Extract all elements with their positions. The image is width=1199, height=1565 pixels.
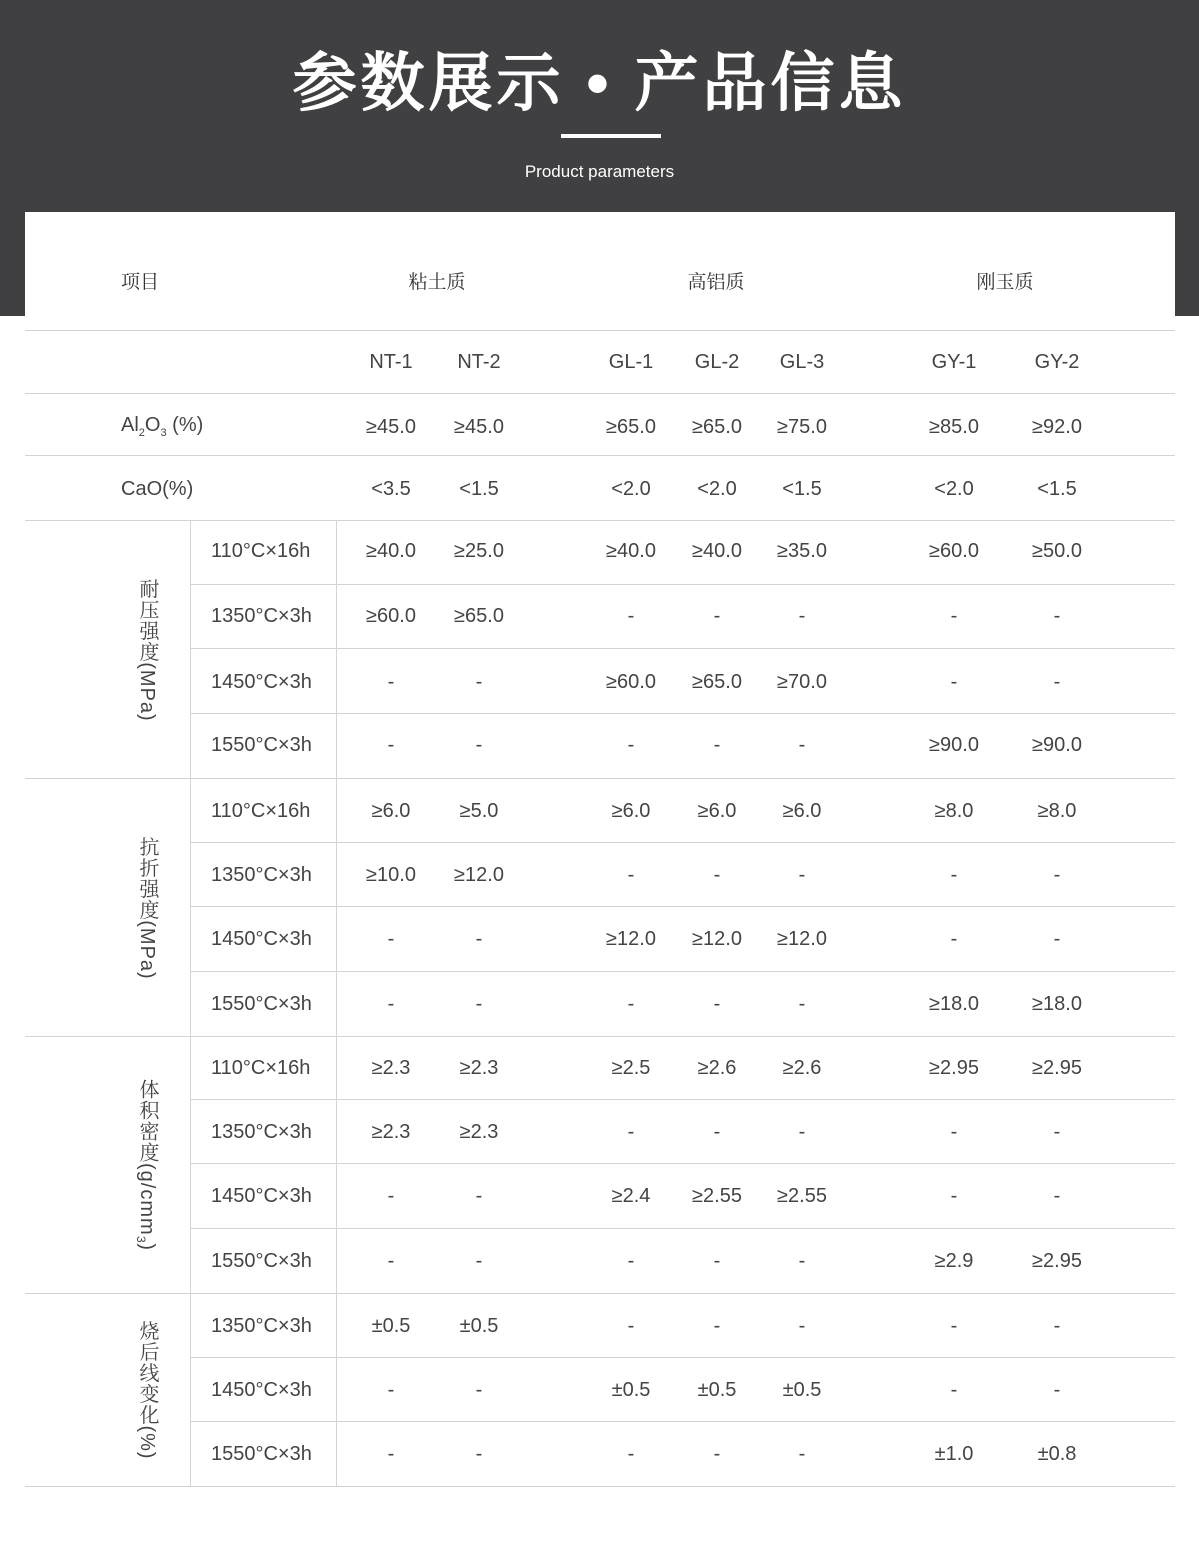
table-cell: ≥60.0 xyxy=(606,671,656,693)
row-divider xyxy=(25,1486,1175,1487)
table-cell: ≥2.95 xyxy=(929,1057,979,1079)
condition-label: 1550°C×3h xyxy=(211,993,312,1015)
table-cell: ≥65.0 xyxy=(454,605,504,627)
column-divider xyxy=(336,520,337,1486)
table-cell: - xyxy=(387,1379,395,1401)
condition-label: 1450°C×3h xyxy=(211,1379,312,1401)
table-cell: ≥60.0 xyxy=(366,605,416,627)
grade-header: GL-2 xyxy=(694,351,740,373)
table-cell: ≥70.0 xyxy=(777,671,827,693)
table-cell: - xyxy=(387,1443,395,1465)
row-divider xyxy=(190,842,1175,843)
row-divider xyxy=(190,713,1175,714)
table-cell: - xyxy=(627,1121,635,1143)
row-divider xyxy=(190,1228,1175,1229)
table-cell: - xyxy=(1053,1315,1061,1337)
grade-header: GY-2 xyxy=(1034,351,1080,373)
table-cell: ≥90.0 xyxy=(929,734,979,756)
table-cell: ≥50.0 xyxy=(1032,540,1082,562)
row-divider xyxy=(190,584,1175,585)
condition-label: 1350°C×3h xyxy=(211,1315,312,1337)
table-cell: - xyxy=(475,1443,483,1465)
row-divider xyxy=(25,520,1175,521)
table-cell: - xyxy=(627,605,635,627)
table-cell: ≥2.3 xyxy=(371,1121,411,1143)
title-underline xyxy=(561,134,661,138)
table-cell: ≥12.0 xyxy=(606,928,656,950)
table-cell: - xyxy=(713,1121,721,1143)
table-cell: ≥25.0 xyxy=(454,540,504,562)
table-cell: ≥40.0 xyxy=(366,540,416,562)
table-cell: - xyxy=(798,734,806,756)
table-cell: - xyxy=(475,928,483,950)
table-cell: - xyxy=(475,1250,483,1272)
table-cell: - xyxy=(713,1250,721,1272)
table-cell: ≥5.0 xyxy=(459,800,499,822)
table-cell: - xyxy=(950,605,958,627)
table-cell: ±0.5 xyxy=(459,1315,499,1337)
table-cell: - xyxy=(627,864,635,886)
table-cell: ≥2.95 xyxy=(1032,1250,1082,1272)
row-divider xyxy=(190,1099,1175,1100)
table-cell: ≥12.0 xyxy=(692,928,742,950)
table-cell: - xyxy=(798,1315,806,1337)
table-cell: - xyxy=(387,993,395,1015)
table-cell: ±0.5 xyxy=(782,1379,822,1401)
page-title: 参数展示 • 产品信息 xyxy=(292,47,907,119)
table-cell: ≥2.6 xyxy=(782,1057,822,1079)
al2o3-value: ≥65.0 xyxy=(606,416,656,438)
condition-label: 1550°C×3h xyxy=(211,1250,312,1272)
row-divider xyxy=(25,1036,1175,1037)
table-cell: - xyxy=(475,1185,483,1207)
al2o3-value: ≥65.0 xyxy=(692,416,742,438)
row-divider xyxy=(25,778,1175,779)
group-label-bulk-density: 体积密度(g/cmm3) xyxy=(134,1078,158,1252)
cao-value: <2.0 xyxy=(611,478,651,500)
row-divider xyxy=(25,330,1175,331)
table-cell: ≥2.3 xyxy=(371,1057,411,1079)
table-cell: ≥60.0 xyxy=(929,540,979,562)
table-cell: - xyxy=(387,1250,395,1272)
table-cell: - xyxy=(387,1185,395,1207)
table-cell: ≥2.55 xyxy=(692,1185,742,1207)
table-cell: - xyxy=(950,1121,958,1143)
table-cell: ≥6.0 xyxy=(782,800,822,822)
table-cell: ≥2.6 xyxy=(697,1057,737,1079)
table-cell: ≥2.5 xyxy=(611,1057,651,1079)
table-cell: - xyxy=(1053,864,1061,886)
condition-label: 1450°C×3h xyxy=(211,671,312,693)
row-divider xyxy=(190,1163,1175,1164)
table-cell: - xyxy=(1053,928,1061,950)
table-cell: - xyxy=(950,928,958,950)
table-cell: ≥8.0 xyxy=(1037,800,1077,822)
table-cell: ≥18.0 xyxy=(1032,993,1082,1015)
table-cell: - xyxy=(713,605,721,627)
row-divider xyxy=(25,1293,1175,1294)
cao-value: <2.0 xyxy=(697,478,737,500)
grade-header: GL-3 xyxy=(779,351,825,373)
table-cell: - xyxy=(798,605,806,627)
table-cell: - xyxy=(798,1443,806,1465)
table-cell: - xyxy=(1053,1379,1061,1401)
table-cell: ±0.5 xyxy=(697,1379,737,1401)
al2o3-value: ≥45.0 xyxy=(366,416,416,438)
row-divider xyxy=(190,906,1175,907)
table-cell: ≥2.9 xyxy=(934,1250,974,1272)
table-cell: ≥90.0 xyxy=(1032,734,1082,756)
group-label-compressive-strength: 耐压强度(MPa) xyxy=(136,578,158,722)
grade-header: GL-1 xyxy=(608,351,654,373)
cao-value: <1.5 xyxy=(1037,478,1077,500)
table-cell: - xyxy=(713,734,721,756)
table-cell: - xyxy=(387,671,395,693)
grade-header: NT-2 xyxy=(457,351,501,373)
row-divider xyxy=(25,455,1175,456)
table-cell: - xyxy=(798,864,806,886)
table-cell: - xyxy=(1053,1185,1061,1207)
table-cell: - xyxy=(950,1315,958,1337)
condition-label: 1350°C×3h xyxy=(211,864,312,886)
table-cell: ≥2.55 xyxy=(777,1185,827,1207)
condition-label: 110°C×16h xyxy=(211,800,311,822)
table-cell: - xyxy=(950,1185,958,1207)
table-cell: ≥40.0 xyxy=(692,540,742,562)
table-cell: - xyxy=(798,993,806,1015)
cao-value: <1.5 xyxy=(459,478,499,500)
cao-value: <1.5 xyxy=(782,478,822,500)
table-cell: - xyxy=(627,993,635,1015)
row-divider xyxy=(190,648,1175,649)
column-divider xyxy=(190,520,191,1486)
cao-value: <2.0 xyxy=(934,478,974,500)
table-cell: ≥6.0 xyxy=(611,800,651,822)
table-cell: - xyxy=(713,1443,721,1465)
table-cell: ±0.8 xyxy=(1037,1443,1077,1465)
al2o3-value: ≥92.0 xyxy=(1032,416,1082,438)
condition-label: 110°C×16h xyxy=(211,1057,311,1079)
condition-label: 1450°C×3h xyxy=(211,1185,312,1207)
table-cell: - xyxy=(627,1315,635,1337)
table-cell: - xyxy=(387,928,395,950)
table-cell: ±1.0 xyxy=(934,1443,974,1465)
condition-label: 110°C×16h xyxy=(211,540,311,562)
table-cell: - xyxy=(1053,605,1061,627)
table-cell: ≥6.0 xyxy=(371,800,411,822)
table-cell: - xyxy=(387,734,395,756)
al2o3-value: ≥75.0 xyxy=(777,416,827,438)
table-cell: ±0.5 xyxy=(371,1315,411,1337)
category-header-corundum: 刚玉质 xyxy=(976,272,1034,293)
table-cell: - xyxy=(713,1315,721,1337)
table-cell: - xyxy=(475,1379,483,1401)
table-cell: ±0.5 xyxy=(611,1379,651,1401)
cao-value: <3.5 xyxy=(371,478,411,500)
item-header: 项目 xyxy=(121,272,160,293)
table-cell: - xyxy=(475,993,483,1015)
table-cell: - xyxy=(950,1379,958,1401)
table-cell: ≥2.4 xyxy=(611,1185,651,1207)
row-divider xyxy=(190,971,1175,972)
table-cell: - xyxy=(713,993,721,1015)
row-divider xyxy=(190,1357,1175,1358)
table-cell: - xyxy=(798,1250,806,1272)
condition-label: 1550°C×3h xyxy=(211,1443,312,1465)
table-cell: - xyxy=(798,1121,806,1143)
table-cell: - xyxy=(627,1250,635,1272)
table-cell: ≥6.0 xyxy=(697,800,737,822)
table-cell: ≥40.0 xyxy=(606,540,656,562)
table-cell: - xyxy=(475,671,483,693)
al2o3-value: ≥85.0 xyxy=(929,416,979,438)
table-cell: - xyxy=(475,734,483,756)
table-cell: ≥2.3 xyxy=(459,1121,499,1143)
table-cell: ≥35.0 xyxy=(777,540,827,562)
condition-label: 1450°C×3h xyxy=(211,928,312,950)
condition-label: 1350°C×3h xyxy=(211,605,312,627)
table-cell: - xyxy=(627,734,635,756)
cao-label: CaO(%) xyxy=(121,478,194,500)
table-cell: ≥12.0 xyxy=(777,928,827,950)
category-header-high-alumina: 高铝质 xyxy=(687,272,745,293)
group-label-linear-change: 烧后线变化(%) xyxy=(136,1320,158,1460)
page-subtitle: Product parameters xyxy=(524,162,675,181)
table-cell: - xyxy=(1053,671,1061,693)
table-cell: ≥2.95 xyxy=(1032,1057,1082,1079)
table-cell: ≥8.0 xyxy=(934,800,974,822)
grade-header: NT-1 xyxy=(369,351,413,373)
table-cell: - xyxy=(713,864,721,886)
table-cell: - xyxy=(950,671,958,693)
al2o3-label: $Al_2O_3$ (%) xyxy=(121,414,204,439)
table-cell: ≥2.3 xyxy=(459,1057,499,1079)
table-cell: ≥12.0 xyxy=(454,864,504,886)
group-label-flexural-strength: 抗折强度(MPa) xyxy=(136,836,158,980)
table-cell: ≥65.0 xyxy=(692,671,742,693)
row-divider xyxy=(25,393,1175,394)
category-header-clay: 粘土质 xyxy=(408,272,466,293)
grade-header: GY-1 xyxy=(931,351,977,373)
al2o3-value: ≥45.0 xyxy=(454,416,504,438)
table-cell: - xyxy=(950,864,958,886)
table-cell: - xyxy=(1053,1121,1061,1143)
condition-label: 1350°C×3h xyxy=(211,1121,312,1143)
table-cell: ≥10.0 xyxy=(366,864,416,886)
table-cell: - xyxy=(627,1443,635,1465)
row-divider xyxy=(190,1421,1175,1422)
condition-label: 1550°C×3h xyxy=(211,734,312,756)
table-cell: ≥18.0 xyxy=(929,993,979,1015)
